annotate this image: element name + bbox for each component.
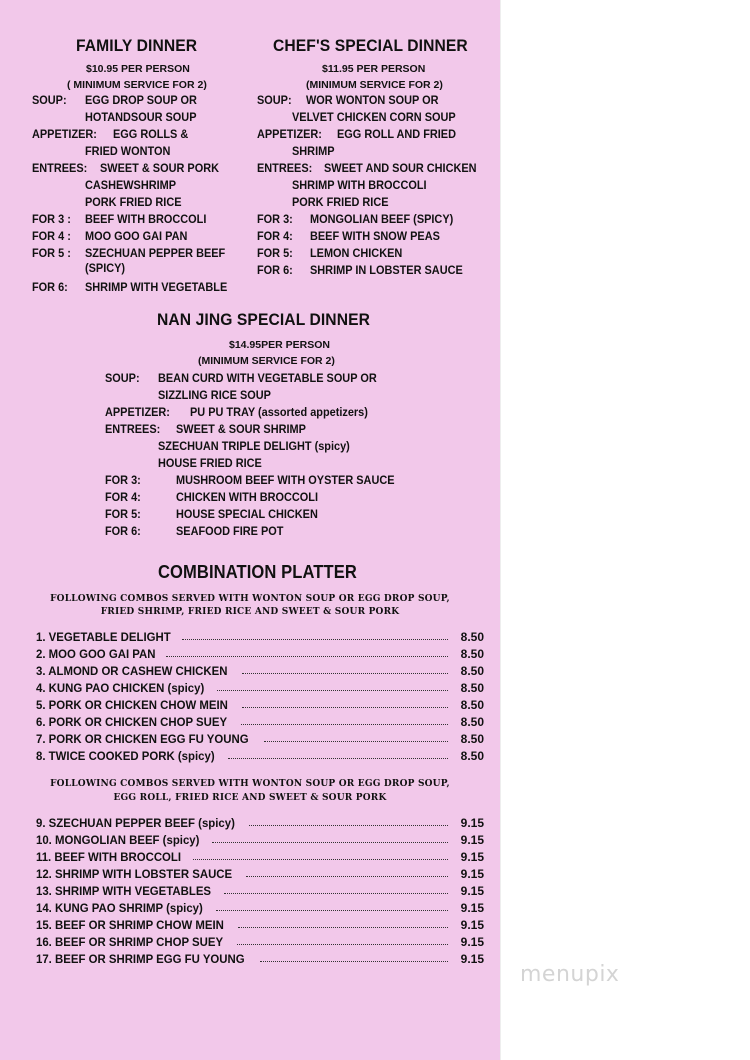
combo-item: [36, 830, 484, 847]
chef-appetizer-2: SHRIMP: [292, 146, 335, 158]
family-soup-label: SOUP:: [32, 95, 67, 107]
chef-entree-2: SHRIMP WITH BROCCOLI: [292, 180, 427, 192]
combo-item: [36, 932, 484, 949]
family-soup-1: EGG DROP SOUP OR: [85, 95, 197, 107]
family-for3-label: FOR 3 :: [32, 214, 71, 226]
combo-item: [36, 813, 484, 830]
chef-for4: BEEF WITH SNOW PEAS: [310, 231, 440, 243]
combo-item: [36, 746, 484, 763]
combo-item: [36, 644, 484, 661]
combination-platter-title: COMBINATION PLATTER: [158, 562, 357, 582]
family-for5-spicy: (SPICY): [85, 263, 126, 275]
family-for6-label: FOR 6:: [32, 282, 68, 294]
combo-item: [36, 627, 484, 644]
family-appetizer-2: FRIED WONTON: [85, 146, 171, 158]
combo-item-price: 9.15: [460, 816, 484, 830]
combo-item: [36, 915, 484, 932]
dotted-leader: [260, 961, 448, 962]
chef-special-minimum: (MINIMUM SERVICE FOR 2): [306, 79, 443, 91]
combo-item-price: 9.15: [460, 918, 484, 932]
chef-for5-label: FOR 5:: [257, 248, 293, 260]
family-for5: SZECHUAN PEPPER BEEF: [85, 248, 226, 260]
nan-jing-price: $14.95PER PERSON: [229, 339, 330, 351]
combo-note-1b: FRIED SHRIMP, FRIED RICE AND SWEET & SOUR PORK: [100, 607, 400, 617]
chef-appetizer-1: EGG ROLL AND FRIED: [337, 129, 456, 141]
combo-item-name: 10. MONGOLIAN BEEF (spicy): [36, 833, 200, 847]
combo-item-price: 8.50: [460, 732, 484, 746]
nan-jing-entree-3: HOUSE FRIED RICE: [158, 458, 262, 470]
nan-jing-for3-label: FOR 3:: [105, 475, 141, 487]
nan-jing-for3: MUSHROOM BEEF WITH OYSTER SAUCE: [176, 475, 395, 487]
family-dinner-title: FAMILY DINNER: [76, 36, 198, 55]
dotted-leader: [238, 927, 448, 928]
combo-item-name: 3. ALMOND OR CASHEW CHICKEN: [36, 664, 228, 678]
combo-item: [36, 864, 484, 881]
combo-item-price: 8.50: [460, 749, 484, 763]
chef-for4-label: FOR 4:: [257, 231, 293, 243]
combo-note-2b: EGG ROLL, FRIED RICE AND SWEET & SOUR PORK: [113, 793, 387, 803]
chef-soup-label: SOUP:: [257, 95, 292, 107]
combo-item: [36, 898, 484, 915]
dotted-leader: [228, 758, 448, 759]
combo-item-price: 9.15: [460, 884, 484, 898]
family-entrees-label: ENTREES:: [32, 163, 88, 175]
combo-item-name: 1. VEGETABLE DELIGHT: [36, 630, 171, 644]
combo-item: [36, 847, 484, 864]
combo-item-name: 12. SHRIMP WITH LOBSTER SAUCE: [36, 867, 233, 881]
combo-item: [36, 949, 484, 966]
family-entree-2: CASHEWSHRIMP: [85, 180, 177, 192]
chef-for3: MONGOLIAN BEEF (SPICY): [310, 214, 454, 226]
family-for4: MOO GOO GAI PAN: [85, 231, 188, 243]
chef-for5: LEMON CHICKEN: [310, 248, 403, 260]
combo-item-name: 6. PORK OR CHICKEN CHOP SUEY: [36, 715, 228, 729]
combo-item: [36, 695, 484, 712]
combo-item-price: 8.50: [460, 698, 484, 712]
dotted-leader: [249, 825, 448, 826]
family-dinner-minimum: ( MINIMUM SERVICE FOR 2): [67, 79, 207, 91]
dotted-leader: [166, 656, 448, 657]
combo-item-name: 11. BEEF WITH BROCCOLI: [36, 850, 182, 864]
dotted-leader: [264, 741, 448, 742]
combo-item-name: 7. PORK OR CHICKEN EGG FU YOUNG: [36, 732, 249, 746]
nan-jing-soup-1: BEAN CURD WITH VEGETABLE SOUP OR: [158, 373, 377, 385]
combo-item-name: 15. BEEF OR SHRIMP CHOW MEIN: [36, 918, 224, 932]
combo-item: [36, 729, 484, 746]
combo-item-name: 14. KUNG PAO SHRIMP (spicy): [36, 901, 203, 915]
combo-item-name: 2. MOO GOO GAI PAN: [36, 647, 156, 661]
family-dinner-price: $10.95 PER PERSON: [86, 63, 190, 75]
nan-jing-appetizer-1: PU PU TRAY (assorted appetizers): [190, 407, 368, 419]
nan-jing-for5-label: FOR 5:: [105, 509, 141, 521]
nan-jing-title: NAN JING SPECIAL DINNER: [157, 310, 371, 329]
nan-jing-appetizer-label: APPETIZER:: [105, 407, 170, 419]
dotted-leader: [182, 639, 448, 640]
combo-item-name: 4. KUNG PAO CHICKEN (spicy): [36, 681, 205, 695]
menupix-watermark: menupix: [520, 962, 620, 987]
chef-entree-1: SWEET AND SOUR CHICKEN: [324, 163, 477, 175]
dotted-leader: [224, 893, 448, 894]
combo-note-2a: FOLLOWING COMBOS SERVED WITH WONTON SOUP OR EGG DROP SOUP,: [50, 779, 450, 789]
chef-appetizer-label: APPETIZER:: [257, 129, 322, 141]
family-for3: BEEF WITH BROCCOLI: [85, 214, 207, 226]
combo-item: [36, 678, 484, 695]
family-for4-label: FOR 4 :: [32, 231, 71, 243]
dotted-leader: [217, 690, 448, 691]
nan-jing-soup-2: SIZZLING RICE SOUP: [158, 390, 271, 402]
chef-for3-label: FOR 3:: [257, 214, 293, 226]
family-for6: SHRIMP WITH VEGETABLE: [85, 282, 228, 294]
nan-jing-entrees-label: ENTREES:: [105, 424, 161, 436]
nan-jing-entree-2: SZECHUAN TRIPLE DELIGHT (spicy): [158, 441, 350, 453]
dotted-leader: [242, 673, 448, 674]
nan-jing-for6: SEAFOOD FIRE POT: [176, 526, 284, 538]
dotted-leader: [212, 842, 448, 843]
chef-entrees-label: ENTREES:: [257, 163, 313, 175]
combo-item-price: 8.50: [460, 664, 484, 678]
dotted-leader: [242, 707, 448, 708]
dotted-leader: [216, 910, 448, 911]
nan-jing-minimum: (MINIMUM SERVICE FOR 2): [198, 355, 335, 367]
combo-item-name: 16. BEEF OR SHRIMP CHOP SUEY: [36, 935, 224, 949]
combo-item-price: 9.15: [460, 935, 484, 949]
family-entree-3: PORK FRIED RICE: [85, 197, 182, 209]
combo-item-name: 17. BEEF OR SHRIMP EGG FU YOUNG: [36, 952, 245, 966]
combo-item-price: 8.50: [460, 647, 484, 661]
combo-item: [36, 881, 484, 898]
family-soup-2: HOTANDSOUR SOUP: [85, 112, 197, 124]
combo-item-price: 8.50: [460, 681, 484, 695]
combo-item: [36, 712, 484, 729]
combo-item-price: 9.15: [460, 850, 484, 864]
chef-for6-label: FOR 6:: [257, 265, 293, 277]
chef-special-price: $11.95 PER PERSON: [322, 63, 426, 75]
combo-item-price: 9.15: [460, 833, 484, 847]
chef-special-title: CHEF'S SPECIAL DINNER: [273, 36, 468, 55]
family-appetizer-1: EGG ROLLS &: [113, 129, 189, 141]
family-entree-1: SWEET & SOUR PORK: [100, 163, 219, 175]
dotted-leader: [246, 876, 448, 877]
combo-item-name: 5. PORK OR CHICKEN CHOW MEIN: [36, 698, 228, 712]
combo-item-price: 9.15: [460, 952, 484, 966]
family-appetizer-label: APPETIZER:: [32, 129, 97, 141]
combo-item-name: 9. SZECHUAN PEPPER BEEF (spicy): [36, 816, 235, 830]
combo-item-name: 13. SHRIMP WITH VEGETABLES: [36, 884, 212, 898]
nan-jing-soup-label: SOUP:: [105, 373, 140, 385]
family-for5-label: FOR 5 :: [32, 248, 71, 260]
combo-item-price: 9.15: [460, 867, 484, 881]
nan-jing-for4-label: FOR 4:: [105, 492, 141, 504]
nan-jing-entree-1: SWEET & SOUR SHRIMP: [176, 424, 306, 436]
combo-item-price: 9.15: [460, 901, 484, 915]
chef-entree-3: PORK FRIED RICE: [292, 197, 389, 209]
dotted-leader: [193, 859, 448, 860]
chef-soup-1: WOR WONTON SOUP OR: [306, 95, 439, 107]
dotted-leader: [237, 944, 448, 945]
combo-item-price: 8.50: [460, 630, 484, 644]
combo-item-name: 8. TWICE COOKED PORK (spicy): [36, 749, 215, 763]
nan-jing-for6-label: FOR 6:: [105, 526, 141, 538]
combo-note-1a: FOLLOWING COMBOS SERVED WITH WONTON SOUP OR EGG DROP SOUP,: [50, 594, 450, 604]
nan-jing-for4: CHICKEN WITH BROCCOLI: [176, 492, 319, 504]
combo-item-price: 8.50: [460, 715, 484, 729]
nan-jing-for5: HOUSE SPECIAL CHICKEN: [176, 509, 318, 521]
dotted-leader: [241, 724, 448, 725]
chef-soup-2: VELVET CHICKEN CORN SOUP: [292, 112, 456, 124]
combo-item: [36, 661, 484, 678]
blank-margin: [500, 0, 750, 1060]
chef-for6: SHRIMP IN LOBSTER SAUCE: [310, 265, 463, 277]
